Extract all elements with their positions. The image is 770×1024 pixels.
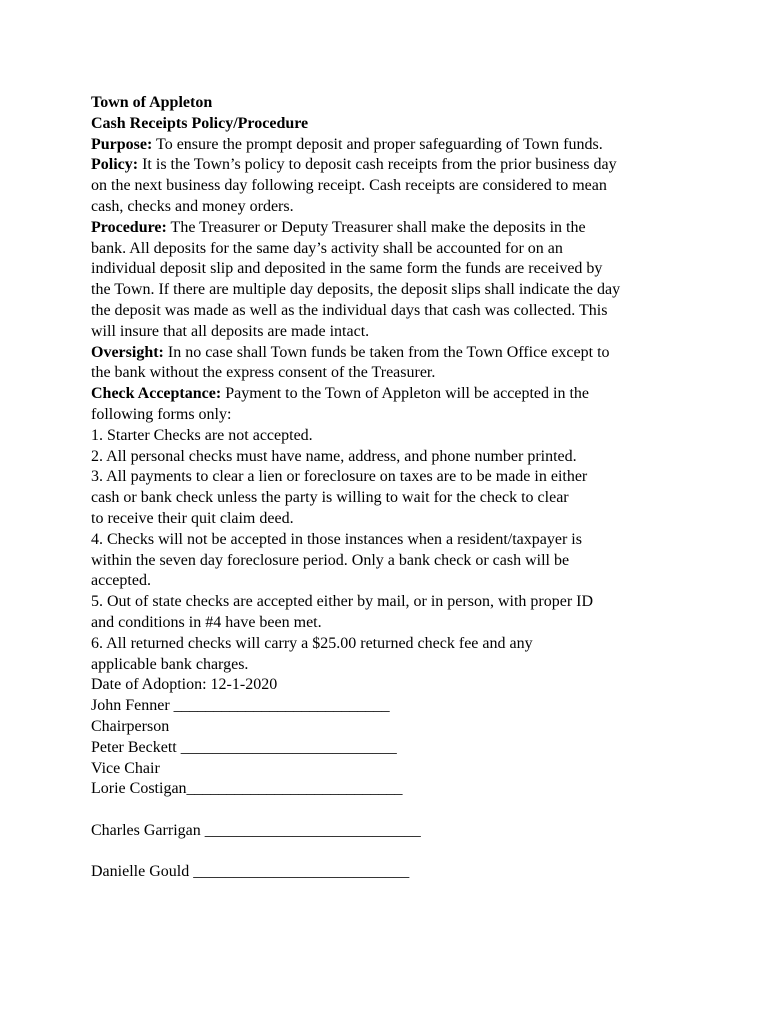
signature-lorie-costigan: Lorie Costigan___________________________	[91, 780, 403, 798]
rule-line: 1. Starter Checks are not accepted.	[91, 426, 313, 444]
procedure-text-1: The Treasurer or Deputy Treasurer shall make the deposits in the	[166, 218, 586, 236]
rule-line: 5. Out of state checks are accepted either by mail, or in person, with proper ID	[91, 593, 594, 611]
rule-line: 2. All personal checks must have name, address, and phone number printed.	[91, 447, 577, 465]
check-acceptance-line-2: following forms only:	[91, 405, 232, 423]
rule-line: cash or bank check unless the party is willing to wait for the check to clear	[91, 489, 569, 507]
rule-line: and conditions in #4 have been met.	[91, 613, 322, 631]
role-chairperson: Chairperson	[91, 717, 170, 735]
spacer	[91, 842, 691, 863]
rule-line: to receive their quit claim deed.	[91, 509, 294, 527]
oversight-line-2: the bank without the express consent of the Treasurer.	[91, 364, 436, 382]
purpose-section	[91, 135, 691, 156]
policy-label: Policy:	[91, 156, 139, 174]
town-heading: Town of Appleton	[91, 94, 213, 111]
signature-charles-garrigan: Charles Garrigan ___________________________	[91, 821, 421, 839]
purpose-text: To ensure the prompt deposit and proper safeguarding of Town funds.	[152, 135, 603, 153]
signature-danielle-gould: Danielle Gould ___________________________	[91, 863, 410, 881]
rule-line: 3. All payments to clear a lien or foreclosure on taxes are to be made in either	[91, 468, 588, 486]
policy-text-1: It is the Town’s policy to deposit cash receipts from the prior business day	[138, 156, 617, 174]
policy-line-1	[91, 155, 691, 176]
rule-line: accepted.	[91, 572, 151, 590]
adoption-date: Date of Adoption: 12-1-2020	[91, 676, 278, 694]
procedure-line-2: bank. All deposits for the same day’s activity shall be accounted for on an	[91, 239, 563, 257]
policy-document	[91, 93, 691, 883]
oversight-line-1	[91, 343, 691, 364]
check-acceptance-text-1: Payment to the Town of Appleton will be accepted in the	[221, 385, 590, 403]
policy-line-3: cash, checks and money orders.	[91, 197, 294, 215]
purpose-label: Purpose:	[91, 135, 153, 153]
rule-line: 6. All returned checks will carry a $25.00 returned check fee and any	[91, 634, 533, 652]
rule-line: 4. Checks will not be accepted in those instances when a resident/taxpayer is	[91, 530, 582, 548]
signature-john-fenner: John Fenner ___________________________	[91, 697, 390, 715]
procedure-line-5: the deposit was made as well as the individual days that cash was collected. This	[91, 301, 608, 319]
check-acceptance-label: Check Acceptance:	[91, 385, 222, 403]
procedure-line-3: individual deposit slip and deposited in the same form the funds are received by	[91, 260, 603, 278]
document-title: Cash Receipts Policy/Procedure	[91, 114, 309, 132]
signature-peter-beckett: Peter Beckett ___________________________	[91, 738, 397, 756]
role-vice-chair: Vice Chair	[91, 759, 160, 777]
policy-line-2: on the next business day following receipt. Cash receipts are considered to mean	[91, 177, 607, 195]
rule-line: applicable bank charges.	[91, 655, 249, 673]
oversight-text-1: In no case shall Town funds be taken from the Town Office except to	[163, 343, 610, 361]
procedure-line-4: the Town. If there are multiple day deposits, the deposit slips shall indicate the day	[91, 281, 621, 299]
rule-line: within the seven day foreclosure period. Only a bank check or cash will be	[91, 551, 570, 569]
procedure-line-6: will insure that all deposits are made intact.	[91, 322, 370, 340]
spacer	[91, 800, 691, 821]
oversight-label: Oversight:	[91, 343, 164, 361]
procedure-label: Procedure:	[91, 218, 167, 236]
check-acceptance-line-1	[91, 384, 691, 405]
procedure-line-1	[91, 218, 691, 239]
